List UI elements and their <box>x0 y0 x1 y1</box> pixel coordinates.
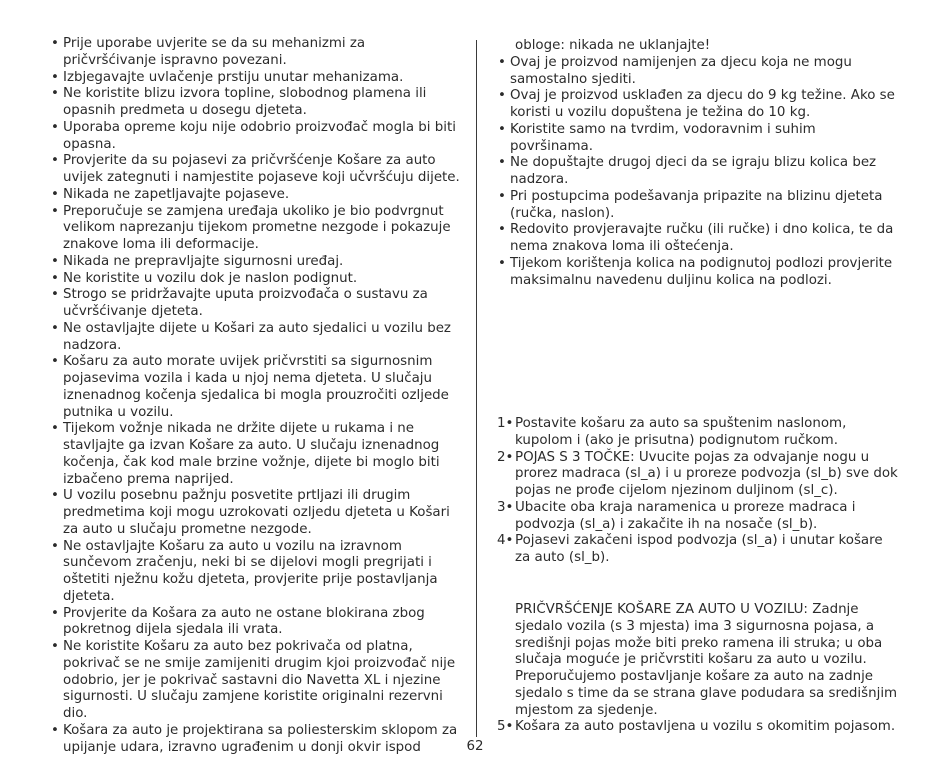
right-column-steps <box>497 416 902 567</box>
continued-text: obloge: nikada ne uklanjajte! <box>515 38 711 53</box>
list-item: • Tijekom vožnje nikada ne držite dijete u rukama i ne stavljajte ga izvan Košare za auto. U slučaju iznenadnog kočenja, čak kod male brzine vožnje, dijete bi moglo biti izbačeno prema naprijed. <box>51 421 440 487</box>
list-item: • Ne dopuštajte drugoj djeci da se igraju blizu kolica bez nadzora. <box>498 155 877 187</box>
step-text: Postavite košaru za auto sa spuštenim naslonom, kupolom i (ako je prisutna) podignutom ručkom. <box>515 416 847 448</box>
list-item: • Prije uporabe uvjerite se da su mehanizmi za pričvršćivanje ispravno povezani. <box>51 36 366 68</box>
list-item-text: Ne koristite blizu izvora topline, slobodnog plamena ili opasnih predmeta u dosegu djeteta. <box>63 86 427 118</box>
step-item <box>497 500 902 534</box>
list-item-text: Ne ostavljajte dijete u Košari za auto sjedalici u vozilu bez nadzora. <box>63 320 451 353</box>
list-item-text: Ovaj je proizvod namijenjen za djecu koja ne mogu samostalno sjediti. <box>510 54 852 87</box>
section-paragraph: Preporučujemo postavljanje košare za auto na zadnje sjedalo s time da se strana glave podudara sa središnjim mjestom za sjedenje. <box>515 669 898 718</box>
step-text: Pojasevi zakačeni ispod podvozja (sl_a) i unutar košare za auto (sl_b). <box>515 533 883 565</box>
column-divider <box>476 40 477 737</box>
step-text: Košara za auto postavljena u vozilu s okomitim pojasom. <box>515 719 896 735</box>
section-paragraph: PRIČVRŠĆENJE KOŠARE ZA AUTO U VOZILU: Zadnje sjedalo vozila (s 3 mjesta) ima 3 sigurnosna pojasa, a središnji pojas može biti preko ramena ili struka; u oba slučaja moguće je pričvrstiti košaru za auto u vozilu. <box>515 602 883 668</box>
list-item: • Ne ostavljajte dijete u Košari za auto sjedalici u vozilu bez nadzora. <box>51 320 451 353</box>
list-item-text: Ne ostavljajte Košaru za auto u vozilu na izravnom sunčevom zračenju, neki bi se dijelovi mogli pregrijati i oštetiti nježnu kožu djeteta, provjerite prije postavljanja djeteta. <box>63 538 438 604</box>
list-item-text: Nikada ne prepravljajte sigurnosni uređaj. <box>63 253 344 269</box>
step-number: 5• <box>497 719 514 735</box>
list-item: • Ne koristite Košaru za auto bez pokrivača od platna, pokrivač se ne smije zamijeniti drugim kjoi proizvođač nije odobrio, jer je pokrivač sastavni dio Navetta XL i njezine sigurnosti. U slučaju zamjene koristite originalni rezervni dio. <box>51 639 456 721</box>
list-item: • Strogo se pridržavajte uputa proizvođača o sustavu za učvršćivanje djeteta. <box>51 287 428 319</box>
list-item: • Ne koristite blizu izvora topline, slobodnog plamena ili opasnih predmeta u dosegu djeteta. <box>51 86 427 118</box>
list-item: • U vozilu posebnu pažnju posvetite prtljazi ili drugim predmetima koji mogu uzrokovati ozljedu djeteta u Košari za auto u slučaju prometne nezgode. <box>51 488 450 537</box>
list-item: • Koristite samo na tvrdim, vodoravnim i suhim površinama. <box>498 121 816 154</box>
list-item-text: Pri postupcima podešavanja pripazite na blizinu djeteta (ručka, naslon). <box>510 188 883 221</box>
list-item: • Preporučuje se zamjena uređaja ukoliko je bio podvrgnut velikom naprezanju tijekom prometne nezgode i pokazuje znakove loma ili deformacije. <box>51 203 451 252</box>
list-item: • Košaru za auto morate uvijek pričvrstiti sa sigurnosnim pojasevima vozila i kada u njoj nema djeteta. U slučaju iznenadnog kočenja sjedalica bi mogla prouzročiti ozljede putnika u vozilu. <box>51 354 449 420</box>
list-item: • Ne koristite u vozilu dok je naslon podignut. <box>51 270 358 286</box>
installation-steps-final <box>497 719 902 736</box>
step-item <box>497 719 902 736</box>
list-item: • Ovaj je proizvod usklađen za djecu do 9 kg težine. Ako se koristi u vozilu dopuštena je težina do 10 kg. <box>498 88 895 120</box>
list-item-text: Preporučuje se zamjena uređaja ukoliko je bio podvrgnut velikom naprezanju tijekom prometne nezgode i pokazuje znakove loma ili deformacije. <box>63 203 451 252</box>
list-item-text: U vozilu posebnu pažnju posvetite prtljazi ili drugim predmetima koji mogu uzrokovati ozljedu djeteta u Košari za auto u slučaju prometne nezgode. <box>63 488 450 537</box>
list-item: • Tijekom korištenja kolica na podignutoj podlozi provjerite maksimalnu navedenu duljinu kolica na podlozi. <box>498 255 893 288</box>
right-warning-list <box>497 55 902 290</box>
list-item: • Nikada ne prepravljajte sigurnosni uređaj. <box>51 253 344 269</box>
step-number: 2• <box>497 449 514 465</box>
list-item-text: Košaru za auto morate uvijek pričvrstiti sa sigurnosnim pojasevima vozila i kada u njoj nema djeteta. U slučaju iznenadnog kočenja sjedalica bi mogla prouzročiti ozljede putnika u vozilu. <box>63 354 449 420</box>
list-item: • Provjerite da Košara za auto ne ostane blokirana zbog pokretnog dijela sjedala ili vrata. <box>51 605 425 638</box>
step-number: 4• <box>497 533 514 549</box>
list-item: • Redovito provjeravajte ručku (ili ručke) i dno kolica, te da nema znakova loma ili oštećenja. <box>498 222 894 254</box>
step-item <box>497 533 902 567</box>
list-item: • Nikada ne zapetljavajte pojaseve. <box>51 186 290 202</box>
list-item-text: Provjerite da su pojasevi za pričvršćenje Košare za auto uvijek zategnuti i namjestite pojaseve koji učvršćuju dijete. <box>63 153 460 185</box>
left-column <box>50 36 460 756</box>
list-item-text: Ovaj je proizvod usklađen za djecu do 9 kg težine. Ako se koristi u vozilu dopuštena je težina do 10 kg. <box>510 88 895 120</box>
list-item-text: Nikada ne zapetljavajte pojaseve. <box>63 186 290 202</box>
installation-steps <box>497 416 902 567</box>
step-number: 1• <box>497 416 514 431</box>
right-column-bottom <box>497 602 902 736</box>
list-item: • Pri postupcima podešavanja pripazite na blizinu djeteta (ručka, naslon). <box>498 188 883 221</box>
list-item-text: Ne dopuštajte drugoj djeci da se igraju blizu kolica bez nadzora. <box>510 155 877 187</box>
step-item <box>497 416 902 450</box>
left-warning-list <box>50 36 460 756</box>
list-item: • Izbjegavajte uvlačenje prstiju unutar mehanizama. <box>51 69 404 85</box>
list-item-text: Izbjegavajte uvlačenje prstiju unutar mehanizama. <box>63 69 404 85</box>
list-item: • Provjerite da su pojasevi za pričvršćenje Košare za auto uvijek zategnuti i namjestite pojaseve koji učvršćuju dijete. <box>51 153 460 185</box>
page-number: 62 <box>466 739 484 754</box>
list-item-text: Prije uporabe uvjerite se da su mehanizmi za pričvršćivanje ispravno povezani. <box>63 36 366 68</box>
list-item: • Ne ostavljajte Košaru za auto u vozilu na izravnom sunčevom zračenju, neki bi se dijelovi mogli pregrijati i oštetiti nježnu kožu djeteta, provjerite prije postavljanja djeteta. <box>51 538 438 604</box>
list-item-text: Redovito provjeravajte ručku (ili ručke) i dno kolica, te da nema znakova loma ili oštećenja. <box>510 222 894 254</box>
step-text: Ubacite oba kraja naramenica u proreze madraca i podvozja (sl_a) i zakačite ih na nosače (sl_b). <box>515 499 856 532</box>
list-item-text: Provjerite da Košara za auto ne ostane blokirana zbog pokretnog dijela sjedala ili vrata. <box>63 605 425 638</box>
list-item-text: Ne koristite Košaru za auto bez pokrivača od platna, pokrivač se ne smije zamijeniti drugim kjoi proizvođač nije odobrio, jer je pokrivač sastavni dio Navetta XL i njezine sigurnosti. U slučaju zamjene koristite originalni rezervni dio. <box>63 639 456 721</box>
list-item-text: Strogo se pridržavajte uputa proizvođača o sustavu za učvršćivanje djeteta. <box>63 287 428 319</box>
list-item-text: Košara za auto je projektirana sa poliesterskim sklopom za upijanje udara, izravno ugrađenim u donji okvir ispod <box>63 722 458 755</box>
step-item <box>497 450 902 500</box>
list-item: • Uporaba opreme koju nije odobrio proizvođač mogla bi biti opasna. <box>51 119 456 152</box>
step-text: POJAS S 3 TOČKE: Uvucite pojas za odvajanje nogu u prorez madraca (sl_a) i u proreze podvozja (sl_b) sve dok pojas ne prođe cijelom njezinom duljinom (sl_c). <box>515 449 898 498</box>
list-item-text: Ne koristite u vozilu dok je naslon podignut. <box>63 270 358 286</box>
list-item-text: Koristite samo na tvrdim, vodoravnim i suhim površinama. <box>510 121 816 154</box>
step-number: 3• <box>497 499 514 515</box>
list-item: • Ovaj je proizvod namijenjen za djecu koja ne mogu samostalno sjediti. <box>498 54 852 87</box>
list-item-text: Uporaba opreme koju nije odobrio proizvođač mogla bi biti opasna. <box>63 119 456 152</box>
right-column-top <box>497 38 902 289</box>
list-item-text: Tijekom korištenja kolica na podignutoj podlozi provjerite maksimalnu navedenu duljinu kolica na podlozi. <box>510 255 893 288</box>
list-item: • Košara za auto je projektirana sa poliesterskim sklopom za upijanje udara, izravno ugrađenim u donji okvir ispod <box>51 722 458 755</box>
list-item-text: Tijekom vožnje nikada ne držite dijete u rukama i ne stavljajte ga izvan Košare za auto. U slučaju iznenadnog kočenja, čak kod male brzine vožnje, dijete bi moglo biti izbačeno prema naprijed. <box>63 421 440 487</box>
